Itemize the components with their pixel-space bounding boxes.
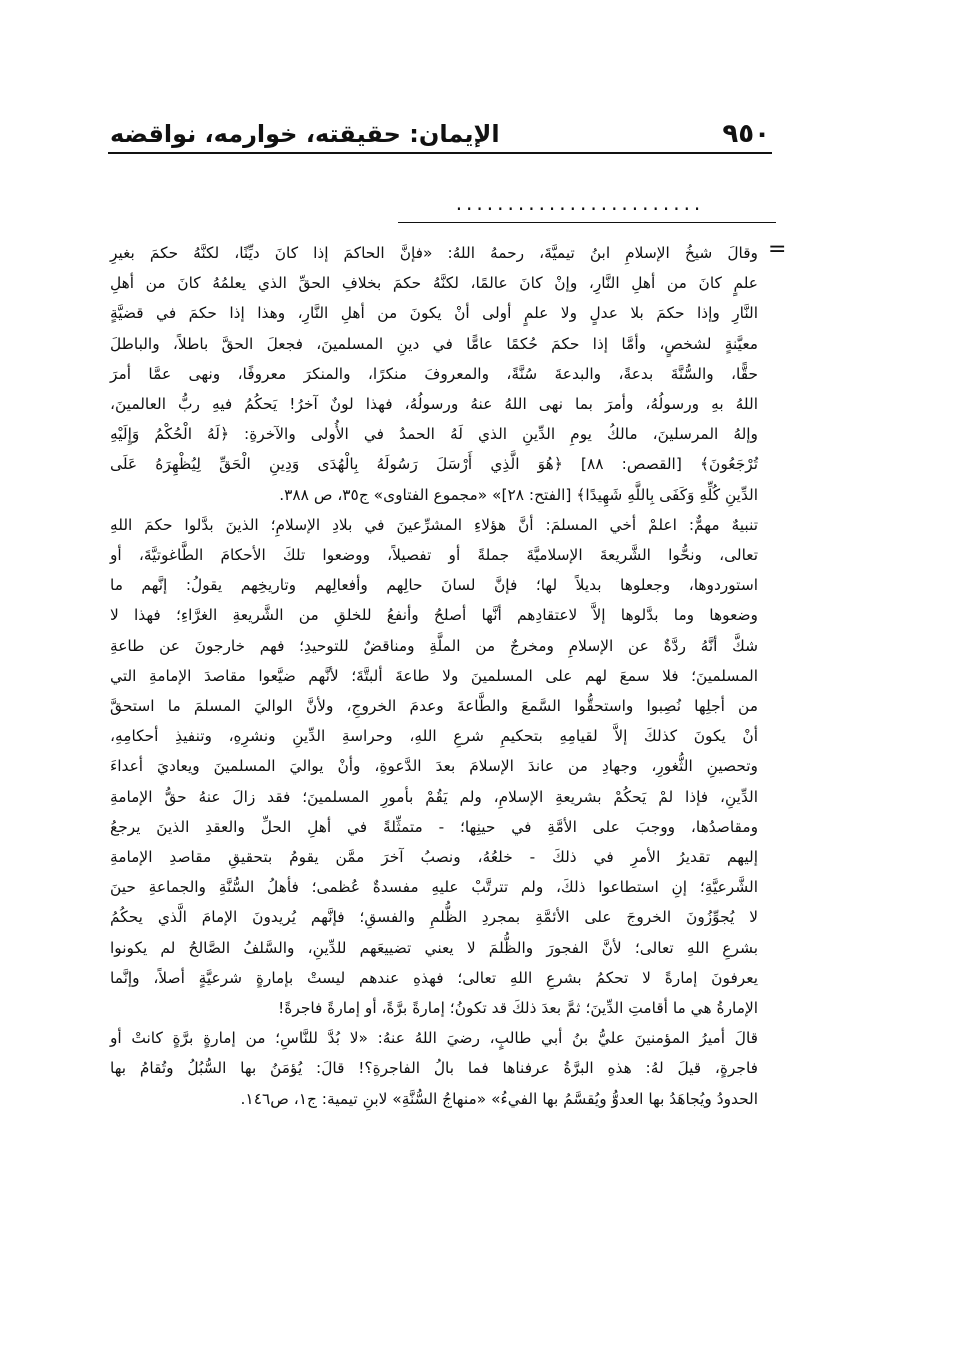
text-line: فاجرةٍ، قيلَ لهُ: هذهِ البرَّةُ عرفناها فما بالُ الفاجرةِ؟! قالَ: يُؤمَنُ بها السُّبُلُ وتُقامُ بها (110, 1059, 758, 1078)
text-line: وضعوها وما بدَّلوها إلاَّ لاعتقادِهم أنَّها أصلحُ وأنفعُ للخلقِ من الشَّريعةِ الغرَّاءِ؛ فهذا لا (110, 606, 758, 625)
text-line: علمٍ كانَ من أهلِ النَّارِ، وإنْ كانَ عالمًا، لكنَّهُ حكمَ بخلافِ الحقِّ الذي يعلمُهُ كانَ من أهلِ (110, 274, 758, 293)
footnote-rule (398, 222, 776, 223)
text-line: ومقاصدُها، ووجبَ على الأمَّةِ في حينِها؛ - متمثِّلةً في أهلِ الحلِّ والعقدِ الذينَ يرجعُ (110, 817, 758, 836)
text-line: الشَّرعيَّةِ؛ إنِ استطاعوا ذلكَ، ولم تترتَّبْ عليهِ مفسدةٌ عُظمى؛ فأهلُ السُّنَّةِ والجماعةِ حينَ (110, 878, 758, 897)
text-line: النَّارِ وإذا حكمَ بلا عدلٍ ولا علمٍ أولى أنْ يكونَ من أهلِ النَّارِ، وهذا إذا حكمَ في قضيَّةٍ (110, 304, 758, 323)
text-line: الإمارةُ هي ما أقامتِ الدِّينَ؛ ثمَّ بعدَ ذلكَ قد تكونُ؛ إمارةً برَّةً، أو إمارةً فاجرةً! (278, 999, 758, 1018)
footnote-continuation-mark: = (768, 237, 787, 262)
text-line: لا يُجوِّزُونَ الخروجَ على الأئمَّةِ بمجردِ الظُّلمِ والفسقِ؛ فإنَّهم يُريدونَ الإمامَ الَّذي يحكُمُ (110, 908, 758, 927)
text-line: اللهُ بهِ ورسولُهُ، وأمرَ بما نهى اللهُ عنهُ ورسولُهُ، فهذا لونٌ آخرُ! يَحكُمُ فيهِ ربُّ العالمينَ، (110, 395, 758, 414)
header-rule (108, 152, 772, 154)
text-line: حقًّا، والسُّنَّةَ بدعةً، والبدعةَ سُنَّةً، والمعروفَ منكرًا، والمنكرَ معروفًا، ونهى عمَّا أمرَ (110, 364, 758, 383)
footnote-text (110, 238, 758, 1114)
text-line: يعرفونَ إمارةً لا تحكمُ بشرعِ اللهِ تعالى؛ فهذهِ عندهم ليستْ بإمارةٍ شرعيَّةٍ أصلاً، وإنَّما (110, 968, 758, 987)
text-line: الدِّينِ، فإذا لمْ يَحكُمْ بشريعةِ الإسلامِ، ولم يَقُمْ بأمورِ المسلمينَ؛ فقد زالَ عنهُ حقُّ الإمامةِ (110, 787, 758, 806)
text-line: معيَّنةٍ لشخصٍ، وأمَّا إذا حكمَ حُكمًا عامًّا في دينِ المسلمينَ، فجعلَ الحقَّ باطلاً، والباطلَ (110, 334, 758, 353)
text-line: شكَّ أنَّهُ ردَّةٌ عن الإسلامِ ومخرجٌ من الملَّةِ ومناقضٌ للتوحيدِ؛ فهم خارجونَ عن طاعةِ (110, 636, 758, 655)
section-dot-separator: ........................ (455, 191, 705, 215)
text-line: وإلهُ المرسلينَ، مالكُ يومِ الدِّينِ الذي لَهُ الحمدُ في الأُولى والآخرةِ: ﴿لَهُ الْحُكْمُ وَإِلَيْهِ (110, 425, 758, 444)
page-number: ٩٥٠ (722, 119, 770, 149)
page-header (110, 116, 770, 152)
text-line: وقالَ شيخُ الإسلامِ ابنُ تيميَّةَ، رحمهُ اللهُ: «فإنَّ الحاكمَ إذا كانَ ديِّنًا، لكنَّهُ حكمَ بغيرِ (110, 244, 758, 262)
text-line: تُرْجَعُونَ﴾ [القصص: ٨٨] ﴿هُوَ الَّذِي أَرْسَلَ رَسُولَهُ بِالْهُدَى وَدِينِ الْحَقِّ لِيُظْهِرَهُ عَلَى (110, 455, 758, 474)
text-line: أنْ يكونَ كذلكَ إلاَّ لقيامِهِ بتحكيمِ شرعِ اللهِ، وحراسةِ الدِّينِ ونشرِهِ، وتنفيذِ أحكامِهِ، (110, 727, 758, 746)
text-line: إليهم تقديرُ الأمرِ في ذلكَ - خلعُهُ، ونصبُ آخرَ ممَّن يقومُ بتحقيقِ مقاصدِ الإمامةِ (110, 848, 758, 867)
text-line: تنبيهٌ مهمٌّ: اعلمْ أخي المسلمَ: أنَّ هؤلاءِ المشرِّعينَ في بلادِ الإسلامِ؛ الذينَ بدَّلوا حكمَ اللهِ (110, 515, 758, 534)
text-line: من أجلِها نُصِبوا واستحقُّوا السَّمعَ والطَّاعةَ وعدمَ الخروجِ، ولأنَّ الواليَ المسلمَ ما استحقَّ (110, 697, 758, 716)
running-title: الإيمان: حقيقته، خوارمه، نواقضه (110, 120, 500, 148)
text-line: الحدودُ ويُجاهَدُ بها العدوُّ ويُقسَّمُ بها الفيءُ» «منهاجُ السُّنَّةِ» لابنِ تيمية: ج١، ص١٤٦. (240, 1089, 758, 1108)
text-line: استوردوها، وجعلوها بديلاً لها؛ فإنَّ لسانَ حالِهم وأفعالِهم وتاريخِهم يقولُ: إنَّهم ما (110, 576, 758, 595)
text-line: الدِّينِ كُلِّهِ وَكَفَى بِاللَّهِ شَهِيدًا﴾ [الفتح: ٢٨]» «مجموع الفتاوى» ج٣٥، ص ٣٨٨. (279, 485, 758, 504)
text-line: تعالى، ونحُّوا الشَّريعةَ الإسلاميَّةَ جملةً أو تفصيلاً، ووضعوا تلكَ الأحكامَ الطَّاغوتيَّةَ، أو (110, 546, 758, 565)
text-line: وتحصينِ الثُّغورِ، وجهادِ من عاندَ الإسلامَ بعدَ الدَّعوةِ، وأنْ يواليَ المسلمينَ ويعاديَ أعداءَ (110, 757, 758, 776)
text-line: المسلمينَ؛ فلا سمعَ لهم على المسلمينَ ولا طاعةَ ألبتَّةَ؛ لأنَّهم ضيَّعوا مقاصدَ الإمامةِ التي (110, 666, 758, 685)
text-line: قالَ أميرُ المؤمنينَ عليُّ بنُ أبي طالبٍ، رضيَ اللهُ عنهُ: «لا بُدَّ للنَّاسِ؛ من إمارةٍ برَّةٍ كانتْ أو (110, 1029, 758, 1048)
text-line: بشرعِ اللهِ تعالى؛ لأنَّ الفجورَ والظُّلمَ لا يعني تضييعَهم للدِّينِ، والسَّلفُ الصَّالحُ لم يكونوا (110, 938, 758, 957)
